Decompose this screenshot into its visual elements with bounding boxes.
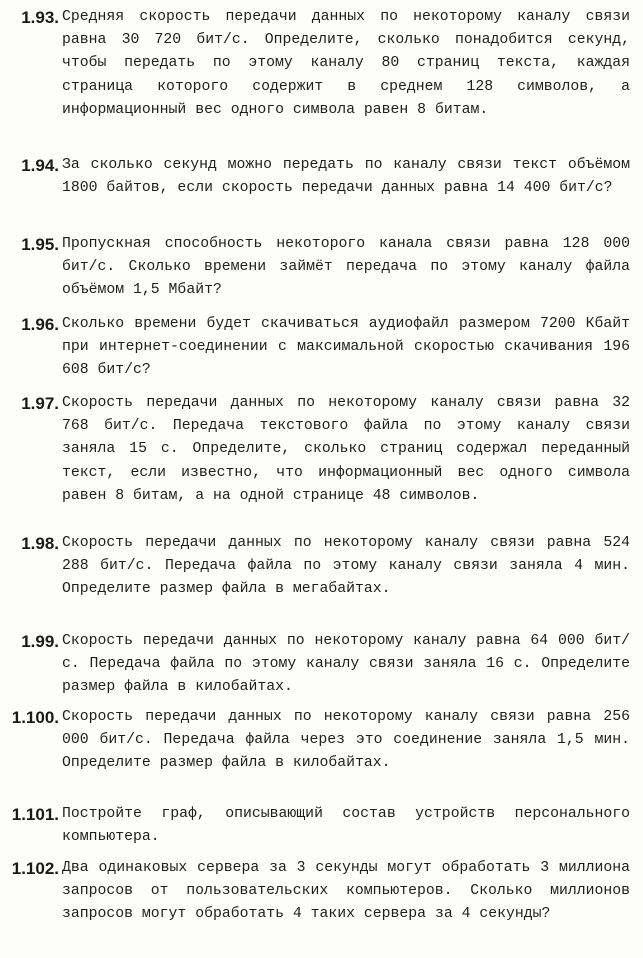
problem-text: Средняя скорость передачи данных по некоторому каналу связи равна 30 720 бит/с. Определите, сколько понадобится секунд, чтобы передать по этому каналу 80 страниц текста, каждая страница которого содержит в среднем 128 символов, а информационный вес одного символа равен 8 битам.	[62, 9, 630, 118]
problem-text: Пропускная способность некоторого канала связи равна 128 000 бит/с. Сколько времени займёт передача по этому каналу файла объёмом 1,5 Мбайт?	[62, 236, 630, 299]
problem-text: Скорость передачи данных по некоторому каналу связи равна 256 000 бит/с. Передача файла через это соединение заняла 1,5 мин. Определите размер файла в килобайтах.	[62, 709, 630, 772]
problem-number: 1.93.	[21, 8, 59, 27]
problem-number: 1.96.	[21, 315, 59, 334]
problem-text: Скорость передачи данных по некоторому каналу связи равна 524 288 бит/с. Передача файла по этому каналу связи заняла 4 мин. Определите размер файла в мегабайтах.	[62, 535, 630, 598]
problem-number: 1.97.	[21, 394, 59, 413]
problem-number: 1.101.	[11, 805, 59, 824]
problem-text: Скорость передачи данных по некоторому каналу связи равна 32 768 бит/с. Передача текстового файла по этому каналу связи заняла 15 с. Определите, сколько страниц содержал переданный текст, если известно, что информационный вес одного символа равен 8 битам, а на одной странице 48 символов.	[62, 395, 630, 504]
problem-text: Постройте граф, описывающий состав устройств персонального компьютера.	[62, 806, 630, 846]
problem-number: 1.95.	[21, 235, 59, 254]
problem-number: 1.94.	[21, 156, 59, 175]
problem-text: Сколько времени будет скачиваться аудиофайл размером 7200 Кбайт при интернет-соединении с максимальной скоростью скачивания 196 608 бит/с?	[62, 316, 630, 379]
problem-text: Два одинаковых сервера за 3 секунды могут обработать 3 миллиона запросов от пользовательских компьютеров. Сколько миллионов запросов могут обработать 4 таких сервера за 4 секунды?	[62, 860, 630, 923]
problem-text: За сколько секунд можно передать по каналу связи текст объёмом 1800 байтов, если скорость передачи данных равна 14 400 бит/с?	[62, 157, 630, 197]
problem-number: 1.98.	[21, 534, 59, 553]
problem-number: 1.100.	[11, 708, 59, 727]
problem-number: 1.99.	[21, 632, 59, 651]
problem-text: Скорость передачи данных по некоторому каналу равна 64 000 бит/с. Передача файла по этому каналу связи заняла 16 с. Определите размер файла в килобайтах.	[62, 633, 630, 696]
problem-number: 1.102.	[11, 859, 59, 878]
